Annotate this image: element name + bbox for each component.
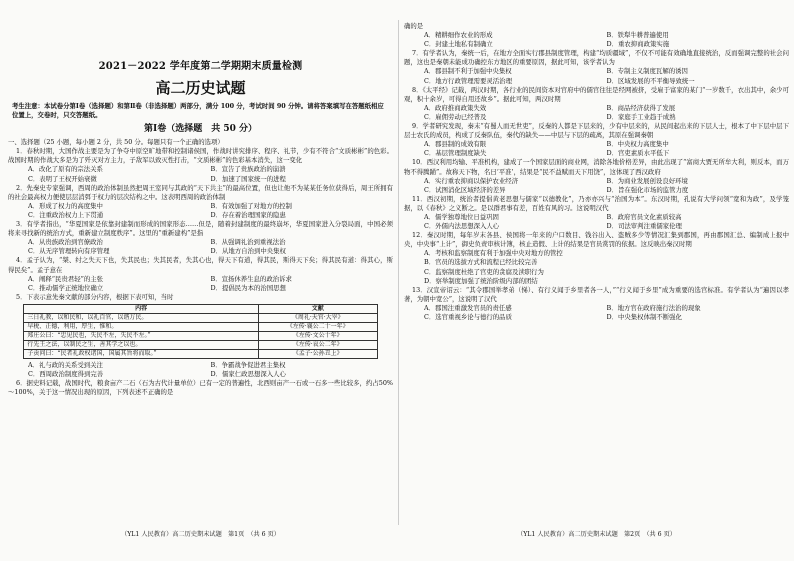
- table-cell: 《左传·襄公二十一年》: [258, 322, 377, 331]
- question-4-options: [8, 275, 393, 293]
- table-cell: 郑庄公曰：“忠见民也，失民不左，失民不左。”: [24, 331, 258, 340]
- question-1-options: [8, 165, 393, 183]
- option: A．实行重农抑商以保护农业经济: [424, 176, 519, 185]
- option: C．表明了王权开始衰微: [28, 174, 97, 183]
- option: B．从强调礼治到重视法治: [210, 238, 286, 247]
- table-header: 文献: [258, 304, 377, 313]
- option: A．精耕细作农业的形成: [424, 31, 493, 40]
- option: B．铁犁牛耕普遍使用: [606, 31, 669, 40]
- table-row: [24, 331, 377, 340]
- question-5-options: [8, 361, 393, 379]
- option: A．郡县制不利于加强中央集权: [424, 67, 512, 76]
- option: C．基层管理制度缺失: [424, 149, 487, 158]
- page-footer-left: （YL1 人民教育）高二历史期末试题 第1页 （共 6 页）: [121, 531, 280, 538]
- option: B．为商业发展创设良好环境: [606, 176, 688, 185]
- option: A．儒学独尊地位日益巩固: [424, 212, 499, 221]
- question-10-options: [404, 177, 789, 195]
- question-6-options: [404, 31, 789, 49]
- option: D．旨在强化市场的监管力度: [606, 185, 689, 194]
- table-header: 内容: [24, 304, 258, 313]
- question-5-table: [23, 304, 377, 359]
- question-13: 13．汉宣帝诏云：“其令郡国举孝弟（悌）、有行义闻于乡里者各一人，”“行义闻于乡里”成为重要的选官标准。有学者认为“遍因以孝著，为朝中宽公”，这说明了汉代: [404, 285, 789, 303]
- table-cell: 早税、正德，利用，厚生，惟和。: [24, 322, 258, 331]
- question-12: 12．秦汉时期，每年岁末各县、侯国将一年来的户口数目、钱谷出入、盗贼多少等情况汇集到郡国，再由郡国汇总、编制成上报中央，中央事“上计”，御史负责审核计簿，核止造假、上计的结果是官员赏罚的依据。这反映出秦汉时期: [404, 231, 789, 249]
- option: B．宣扬休养生息的政治诉求: [210, 274, 292, 283]
- question-8: 8．《太平经》记载，两汉时期，各行业的民间资本对官府中的儒官往往是经网被挤，受雇于富家的某门“一岁数千，衣出其中，余少可观，积十余岁，可得自用还故乡”。据此可知，两汉时期: [404, 85, 789, 103]
- option: D．存在着治理国家的隐患: [210, 210, 286, 219]
- section-intro: 一、选择题（25 小题，每小题 2 分，共 50 分。每题只有一个正确的选项）: [8, 138, 224, 147]
- right-page: [404, 22, 789, 522]
- option: C．推动儒学正统地位确立: [28, 283, 104, 292]
- exam-notice: 考生注意：本试卷分第Ⅰ卷（选择题）和第Ⅱ卷（非选择题）两部分，满分 100 分，考试时间 90 分钟。请将答案填写在答题纸相应位置上，交卷时，只交答题纸。: [12, 102, 384, 120]
- table-row: [24, 340, 377, 349]
- page-footer-right: （YL1 人民教育）高二历史期末试题 第2页 （共 6 页）: [517, 531, 676, 538]
- table-cell: 子贡问曰：“民者礼政权诸国，国属其旨将而取。”: [24, 349, 258, 358]
- option: D．中央集权体制不断强化: [606, 313, 682, 321]
- option: D．区域发展的不平衡导致统一: [606, 76, 695, 85]
- exam-subtitle: 高二历史试题: [155, 79, 246, 97]
- option: B．宣告了贵族政治的崩溃: [210, 165, 286, 174]
- option: B．专制主义制度瓦解的诱因: [606, 67, 688, 76]
- option: D．提倡民为本的治国思想: [210, 283, 286, 292]
- table-row: [24, 322, 377, 331]
- table-cell: 《周礼·天官·大宰》: [258, 313, 377, 322]
- question-5: 5．下表示意先秦文献的部分内容，根据下表可知，当时: [16, 292, 174, 301]
- table-row: [24, 313, 377, 322]
- option: C．西周政治制度得到完善: [28, 369, 104, 378]
- question-9-options: [404, 140, 789, 158]
- option: C．注重政治权力上下贯通: [28, 210, 104, 219]
- question-9: 9．学者研究发现，秦末“有蜀人而无世吏”，反秦的人都是下层来的，少有中层来的，从民间起出来的下层人士，根本了中下层中层下层士农氏的成员，构成了反秦队伍，秦代的缺失——中层与下层的疏离，其原在强调秦朝: [404, 122, 789, 140]
- option: B．中央权力高度集中: [606, 140, 669, 149]
- question-4: 4．孟子认为，“桀、纣之失天下也，失其民也；失其民者，失其心也，得天下有道，得其民，斯得天下矣；得其民有道：得其心，斯得民矣”。孟子意在: [8, 256, 393, 274]
- option: B．地方官在政府施行法治的现象: [606, 303, 701, 312]
- option: A．形成了权力的高度集中: [28, 201, 103, 210]
- question-7-options: [404, 67, 789, 85]
- option: A．阐释“民贵君轻”的主张: [28, 274, 104, 283]
- option: C．从无序管理转向有序管理: [28, 247, 110, 256]
- option: A．政府推商政策失效: [424, 103, 487, 112]
- question-2: 2．先秦史专家强调，西周的政治体制虽然把周王室同与其政的“天下共主”的最高位置，但也让他不为某某任务位获得后，周王所拥有的社会最高权力便使层层消弭于权力的层次结构之中。这表明西周的政治体制: [8, 183, 393, 201]
- question-3-options: [8, 238, 393, 256]
- question-11: 11．西汉初期，统治者提倡黄老思想与儒家“以德教化”，乃亦亦兴与“治国为本”。东汉时期，孔说有大学问领“宽和为政”，及学笼据，以《春秋》之义断之。是以群君事有差，百姓有风的习。这说明汉代: [404, 194, 789, 212]
- option: C．地方行政管理需要灵活治理: [424, 76, 512, 85]
- option: A．礼与政的关系受到关注: [28, 360, 103, 369]
- option: A．改化了原有的宗法关系: [28, 165, 103, 174]
- page-divider: [398, 20, 399, 525]
- option: A．考核和监察制度有利于加强中央对地方的管控: [424, 249, 563, 258]
- option: C．外儒内法思想深入人心: [424, 222, 500, 231]
- option: C．选官重视乡论与德行的品质: [424, 313, 512, 321]
- option: D．察举制度加强了统治阶级内部的团结: [424, 276, 538, 285]
- option: D．官吏素质水平低下: [606, 149, 670, 158]
- option: C．监察制度杜绝了官吏的贪腐及渎职行为: [424, 267, 544, 276]
- option: D．加速了国家统一的进程: [210, 174, 286, 183]
- option: B．商品经济获得了发展: [606, 103, 676, 112]
- table-cell: 三日礼教，以和民和，以礼百官，以谐万民。: [24, 313, 258, 322]
- question-2-options: [8, 202, 393, 220]
- question-11-options: [404, 213, 789, 231]
- question-7: 7．有学者认为，秦统一后，在地方全面实行郡县制度管理，构建“均质疆域”，不仅不可能有效确地直接统治，反而强调完整的社会问题，这也是秦朝未能成功确控东方地区的重要原因，据此可知，该学者认为: [404, 49, 789, 67]
- option: D．重农抑商政策实施: [606, 40, 670, 49]
- option: A．从贵族政治到官僚政治: [28, 238, 103, 247]
- option: C．试图消化区域经济的差异: [424, 185, 506, 194]
- question-1: 1．春秋时期，大国作战主要是为了争夺中原空旷地带和控制诸侯国，作战时讲究排序、程序、礼节，少有不符合“文质彬彬”的色彩。战国时期的作战大多是为了歼灭对方主力，子敌军以致灭性打击，“文质彬彬”的色彩基本消失，这一变化: [8, 147, 393, 165]
- table-cell: 《孟子·公孙丑上》: [258, 349, 377, 358]
- option: D．家庭手工业趋于成熟: [606, 112, 676, 121]
- option: B．官员的选拔方式和流程已经比较完善: [424, 258, 538, 267]
- option: D．从地方自治到中央集权: [210, 247, 286, 256]
- option: D．儒家仁政思想深入人心: [210, 369, 286, 378]
- question-12-options: [404, 249, 789, 285]
- option: B．争霸战争促进君主集权: [210, 360, 286, 369]
- question-13-options: [404, 304, 789, 322]
- table-cell: 《左传·哀公二年》: [258, 340, 377, 349]
- question-10: 10．西汉利用均输、平准机构，建成了一个国家层面的商业网，消除各地价格差异，由此出现了“富商大贾无所牟大利，则反本，而万物不得腾踊”。故称天下物，名曰‘平准’，结果是“民不益赋而天下用饶”，这体现了西汉政府: [404, 158, 789, 176]
- question-8-options: [404, 104, 789, 122]
- option: C．封建土地私有制确立: [424, 40, 493, 49]
- question-6: 6．据史料记载，战国时代，粮食亩产二石（石为古代计量单位）已有一定的普遍性，北西则亩产一石或一石多一些比较多，约占50%～100%，关于这一情况出现的原因，下列表述不正确的是: [8, 379, 393, 397]
- option: A．郡县制的成效有限: [424, 140, 487, 149]
- question-3: 3．有学者指出，“华夏国家是依靠封建制而形成的国家形态……但是，随着封建制度的最终崩坏，华夏国家进入分裂局面，中国必须将来寻找新的统治方式，重新建立制度秩序”。这里的“重新建构”是指: [8, 220, 393, 238]
- left-page: [8, 22, 393, 522]
- table-cell: 行先王之法，以制民之生，善其学之以也。: [24, 340, 258, 349]
- option: B．有效加强了对地方的控制: [210, 201, 292, 210]
- question-6-continued: 确的是: [404, 22, 424, 30]
- table-row: [24, 349, 377, 358]
- table-cell: 《左传·文公十年》: [258, 331, 377, 340]
- option: B．政府官员文化素质较高: [606, 212, 682, 221]
- option: D．司法审判注重儒家伦理: [606, 222, 682, 231]
- option: A．郡国注重激发官员的责任感: [424, 303, 512, 312]
- option: C．雇佣劳动已经普及: [424, 112, 487, 121]
- part-one-title: 第Ⅰ卷（选择题 共 50 分）: [143, 124, 257, 135]
- exam-title: 2021－2022 学年度第二学期期末质量检测: [98, 61, 303, 72]
